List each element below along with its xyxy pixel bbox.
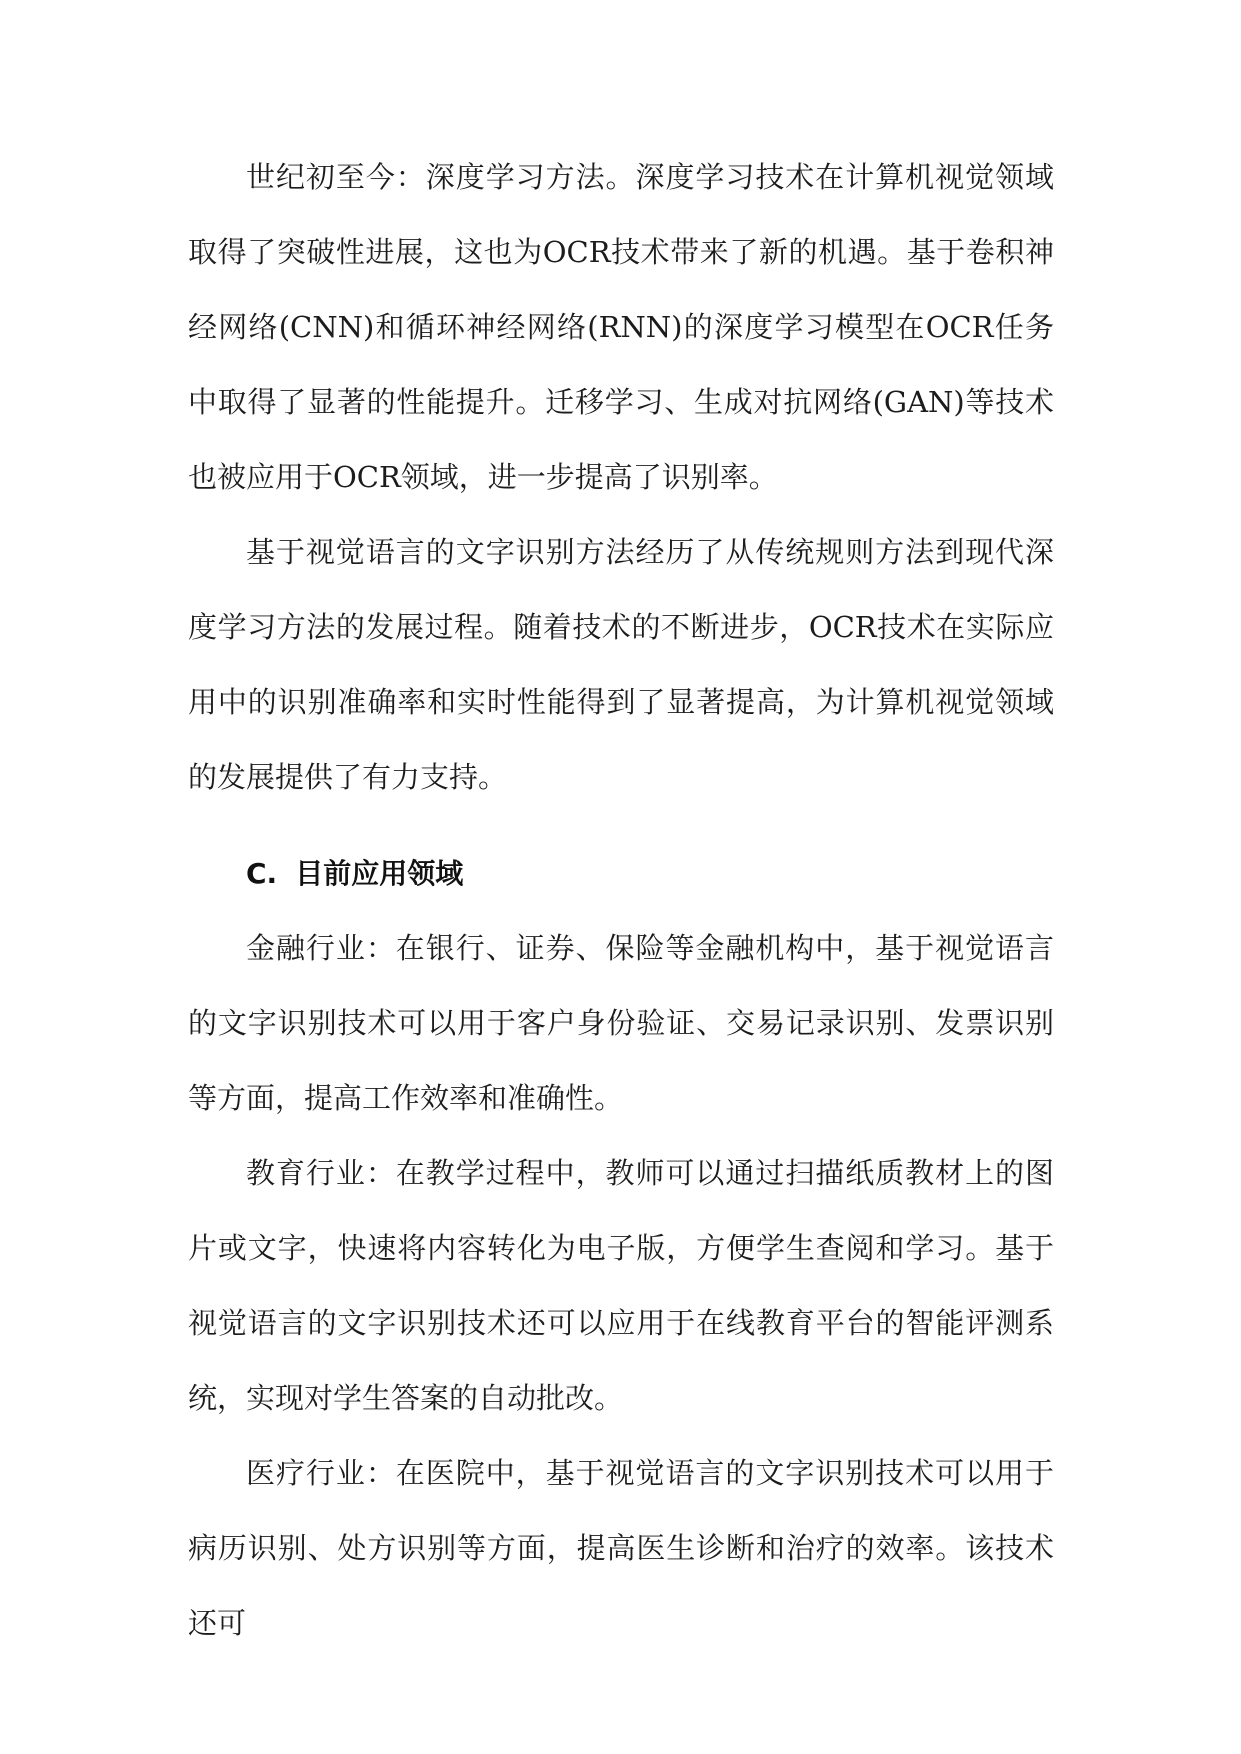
paragraph-deep-learning: 世纪初至今：深度学习方法。深度学习技术在计算机视觉领域取得了突破性进展，这也为OCR技术带来了新的机遇。基于卷积神经网络(CNN)和循环神经网络(RNN)的深度学习模型在OCR任务中取得了显著的性能提升。迁移学习、生成对抗网络(GAN)等技术也被应用于OCR领域，进一步提高了识别率。 [188, 160, 1054, 494]
section-heading [188, 815, 1054, 911]
paragraph-medical: 医疗行业：在医院中，基于视觉语言的文字识别技术可以用于病历识别、处方识别等方面，提高医生诊断和治疗的效率。该技术还可 [188, 1456, 1054, 1640]
paragraph-summary: 基于视觉语言的文字识别方法经历了从传统规则方法到现代深度学习方法的发展过程。随着技术的不断进步，OCR技术在实际应用中的识别准确率和实时性能得到了显著提高，为计算机视觉领域的发展提供了有力支持。 [188, 535, 1054, 794]
paragraph-finance: 金融行业：在银行、证券、保险等金融机构中，基于视觉语言的文字识别技术可以用于客户身份验证、交易记录识别、发票识别等方面，提高工作效率和准确性。 [188, 931, 1054, 1115]
section-number: C. [246, 857, 278, 890]
section-title: 目前应用领域 [295, 857, 464, 890]
document-body [188, 140, 1054, 1661]
paragraph-education: 教育行业：在教学过程中，教师可以通过扫描纸质教材上的图片或文字，快速将内容转化为电子版，方便学生查阅和学习。基于视觉语言的文字识别技术还可以应用于在线教育平台的智能评测系统，实现对学生答案的自动批改。 [188, 1156, 1054, 1415]
